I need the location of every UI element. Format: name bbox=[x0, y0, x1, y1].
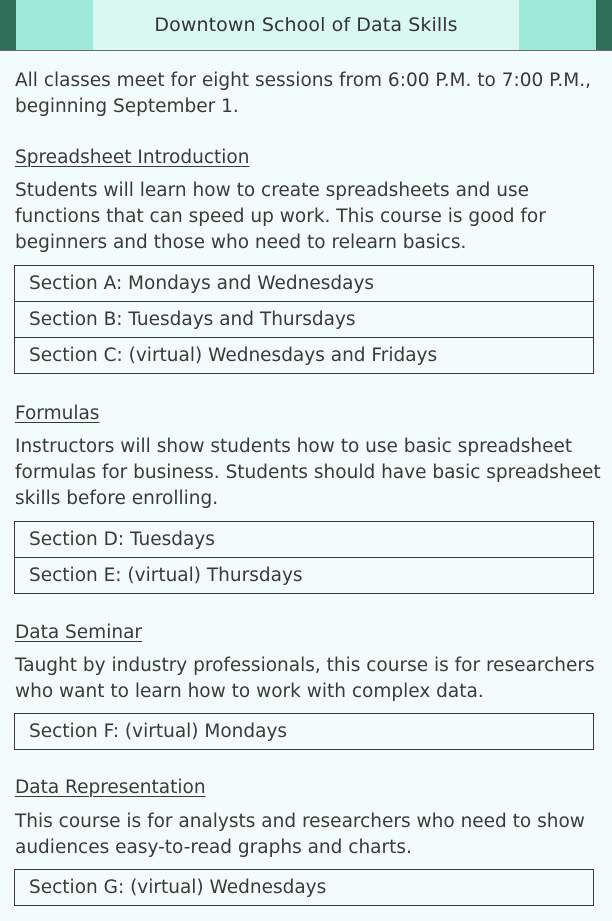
table-row bbox=[15, 714, 594, 750]
table-row bbox=[15, 870, 594, 906]
course-description-data-seminar: Taught by industry professionals, this course is for researchers who want to learn how to work with complex data. bbox=[15, 655, 595, 702]
table-row bbox=[15, 266, 594, 302]
section-cell: Section G: (virtual) Wednesdays bbox=[15, 870, 594, 906]
section-table-spreadsheet-introduction bbox=[14, 265, 594, 374]
table-row bbox=[15, 338, 594, 374]
course-title-data-representation: Data Representation bbox=[15, 777, 206, 798]
section-table-formulas bbox=[14, 521, 594, 594]
course-title-data-seminar: Data Seminar bbox=[15, 622, 143, 643]
section-cell: Section D: Tuesdays bbox=[15, 522, 594, 558]
section-cell: Section A: Mondays and Wednesdays bbox=[15, 266, 594, 302]
page-title: Downtown School of Data Skills bbox=[93, 0, 519, 50]
table-row bbox=[15, 522, 594, 558]
course-description-formulas: Instructors will show students how to use basic spreadsheet formulas for business. Students should have basic spreadsheet skills before enrolling. bbox=[15, 436, 601, 509]
header-divider bbox=[0, 50, 612, 51]
intro-text: All classes meet for eight sessions from 6:00 P.M. to 7:00 P.M., beginning September 1. bbox=[15, 70, 591, 117]
section-cell: Section F: (virtual) Mondays bbox=[15, 714, 594, 750]
header-accent-mint-right bbox=[519, 0, 596, 50]
section-table-data-representation bbox=[14, 869, 594, 906]
page-header bbox=[0, 0, 612, 50]
table-row bbox=[15, 302, 594, 338]
section-table-data-seminar bbox=[14, 713, 594, 750]
course-title-spreadsheet-introduction: Spreadsheet Introduction bbox=[15, 147, 250, 168]
header-accent-dark-left bbox=[0, 0, 16, 50]
section-cell: Section C: (virtual) Wednesdays and Fridays bbox=[15, 338, 594, 374]
table-row bbox=[15, 558, 594, 594]
course-title-formulas: Formulas bbox=[15, 403, 100, 424]
header-accent-mint-left bbox=[16, 0, 93, 50]
section-cell: Section E: (virtual) Thursdays bbox=[15, 558, 594, 594]
course-description-data-representation: This course is for analysts and researchers who need to show audiences easy-to-read graphs and charts. bbox=[15, 811, 585, 858]
section-cell: Section B: Tuesdays and Thursdays bbox=[15, 302, 594, 338]
course-description-spreadsheet-introduction: Students will learn how to create spreadsheets and use functions that can speed up work. This course is good for beginners and those who need to relearn basics. bbox=[15, 180, 546, 253]
header-accent-dark-right bbox=[596, 0, 612, 50]
